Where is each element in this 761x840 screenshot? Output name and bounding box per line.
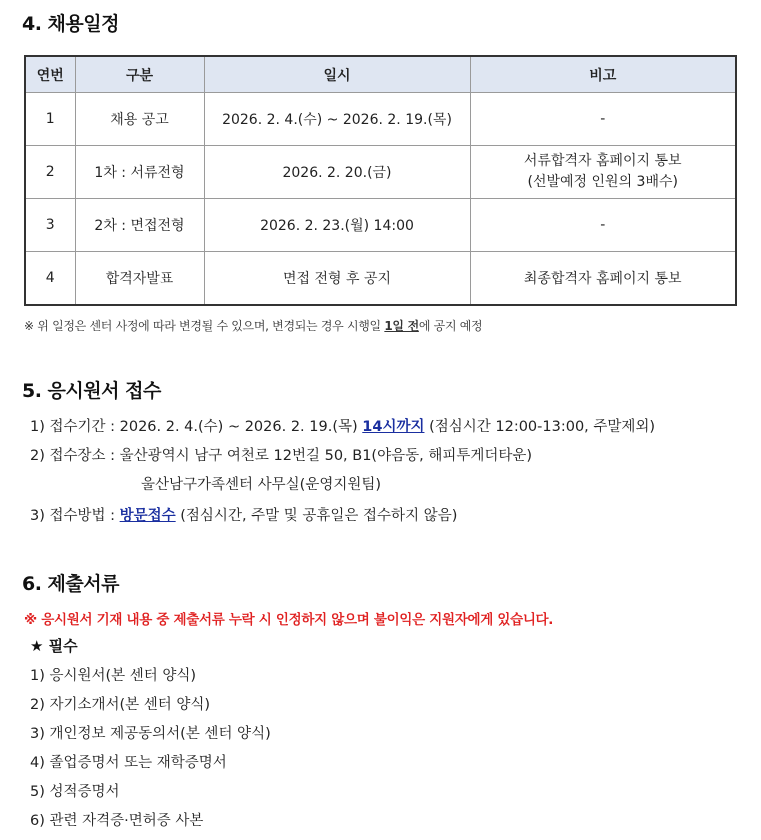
schedule-table xyxy=(24,55,737,306)
table-row xyxy=(25,146,736,199)
cell-no: 1 xyxy=(25,93,75,146)
application-location-office: 울산남구가족센터 사무실(운영지원팀) xyxy=(141,477,382,493)
cell-note-line: 서류합격자 홈페이지 통보 xyxy=(523,153,682,169)
application-method xyxy=(30,504,457,525)
schedule-notice xyxy=(24,317,482,334)
cell-date: 2026. 2. 23.(월) 14:00 xyxy=(204,199,470,252)
notice-text: ※ 위 일정은 센터 사정에 따라 변경될 수 있으며, 변경되는 경우 시행일 xyxy=(24,319,385,333)
method-note: (점심시간, 주말 및 공휴일은 접수하지 않음) xyxy=(175,508,458,524)
cell-date: 2026. 2. 4.(수) ~ 2026. 2. 19.(목) xyxy=(204,93,470,146)
document-item: 3) 개인정보 제공동의서(본 센터 양식) xyxy=(30,726,271,742)
required-label: ★ 필수 xyxy=(30,637,78,655)
document-item: 4) 졸업증명서 또는 재학증명서 xyxy=(30,755,227,771)
table-row xyxy=(25,252,736,306)
period-text: 1) 접수기간 : 2026. 2. 4.(수) ~ 2026. 2. 19.(목) xyxy=(30,419,363,435)
cell-type: 합격자발표 xyxy=(75,252,204,306)
document-item: 5) 성적증명서 xyxy=(30,784,120,800)
section-heading-documents: 6. 제출서류 xyxy=(22,573,119,595)
cell-note: - xyxy=(470,199,736,252)
notice-text: 에 공지 예정 xyxy=(418,319,483,333)
cell-type: 1차 : 서류전형 xyxy=(75,146,204,199)
section-heading-application: 5. 응시원서 접수 xyxy=(22,380,161,402)
document-item: 2) 자기소개서(본 센터 양식) xyxy=(30,697,211,713)
cell-no: 3 xyxy=(25,199,75,252)
cell-date: 2026. 2. 20.(금) xyxy=(204,146,470,199)
column-header: 연번 xyxy=(25,56,75,93)
cell-note-line: (선발예정 인원의 3배수) xyxy=(527,174,678,190)
application-location: 2) 접수장소 : 울산광역시 남구 여천로 12번길 50, B1(야음동, 해피투게더타운) xyxy=(30,448,533,464)
cell-type: 2차 : 면접전형 xyxy=(75,199,204,252)
cell-date: 면접 전형 후 공지 xyxy=(204,252,470,306)
column-header: 구분 xyxy=(75,56,204,93)
cell-no: 2 xyxy=(25,146,75,199)
cell-type: 채용 공고 xyxy=(75,93,204,146)
table-header-row xyxy=(25,56,736,93)
method-emphasis: 방문접수 xyxy=(119,508,176,524)
column-header: 비고 xyxy=(470,56,736,93)
period-deadline: 14시까지 xyxy=(362,419,425,435)
cell-no: 4 xyxy=(25,252,75,306)
column-header: 일시 xyxy=(204,56,470,93)
cell-note xyxy=(470,146,736,199)
document-item: 6) 관련 자격증·면허증 사본 xyxy=(30,813,204,829)
document-item: 1) 응시원서(본 센터 양식) xyxy=(30,668,197,684)
period-note: (점심시간 12:00-13:00, 주말제외) xyxy=(424,419,656,435)
notice-emphasis: 1일 전 xyxy=(384,319,419,333)
table-row xyxy=(25,199,736,252)
method-text: 3) 접수방법 : xyxy=(30,508,120,524)
table-row xyxy=(25,93,736,146)
cell-note: - xyxy=(470,93,736,146)
cell-note: 최종합격자 홈페이지 통보 xyxy=(470,252,736,306)
documents-warning: ※ 응시원서 기재 내용 중 제출서류 누락 시 인정하지 않으며 불이익은 지원자에게 있습니다. xyxy=(24,612,554,628)
application-period xyxy=(30,415,655,436)
section-heading-schedule: 4. 채용일정 xyxy=(22,13,119,35)
